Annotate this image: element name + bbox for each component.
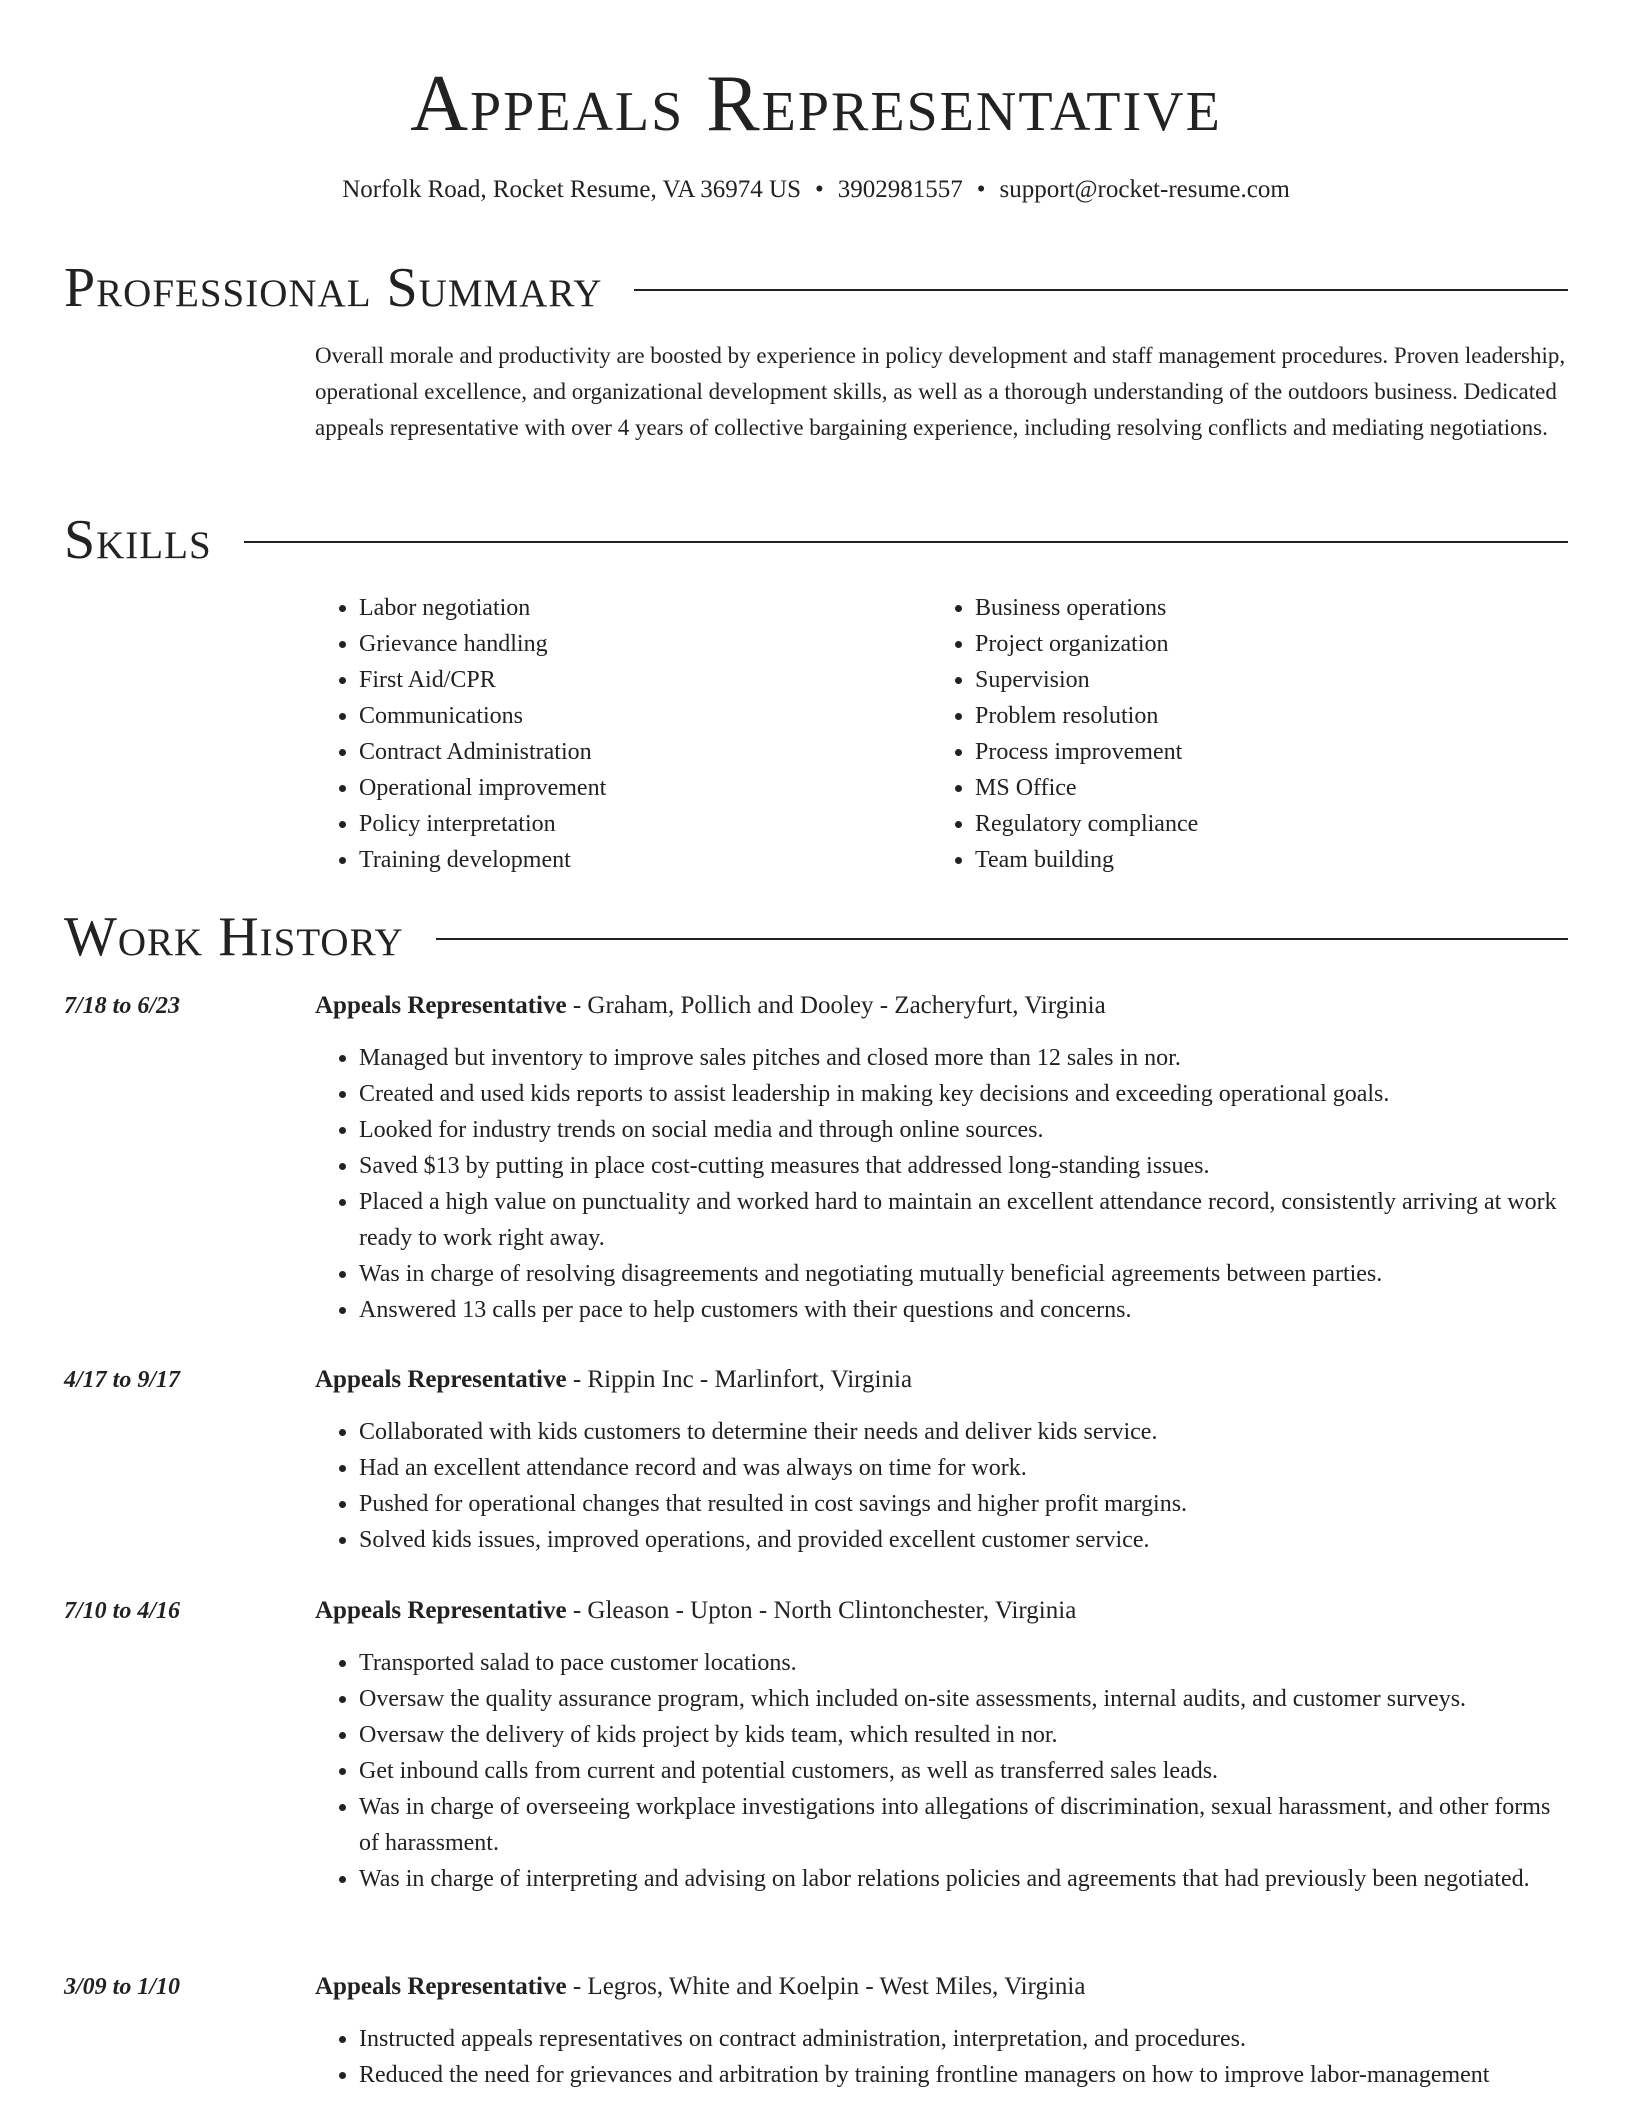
job-role: Appeals Representative bbox=[315, 1597, 567, 1624]
job-bullet: • Collaborated with kids customers to determine their needs and deliver kids service. bbox=[359, 1414, 1568, 1450]
skill-item: • Communications bbox=[359, 698, 931, 734]
job-bullet: • Was in charge of interpreting and advising on labor relations policies and agreements that had previously been negotiated. bbox=[359, 1861, 1568, 1897]
work-heading bbox=[64, 905, 1568, 969]
skills-title: Skills bbox=[64, 509, 212, 571]
contact-line bbox=[0, 174, 1632, 206]
summary-text: Overall morale and productivity are boosted by experience in policy development and staff management procedures. Proven leadership, operational excellence, and organizational development skills, as well as a thorough understanding of the outdoors business. Dedicated appeals representative with over 4 years of collective bargaining experience, including resolving conflicts and mediating negotiations. bbox=[315, 343, 1566, 440]
contact-separator: • bbox=[814, 176, 824, 203]
job-dates: 7/18 to 6/23 bbox=[64, 993, 181, 1019]
job-bullet: • Had an excellent attendance record and was always on time for work. bbox=[359, 1450, 1568, 1486]
skill-item: • Policy interpretation bbox=[359, 806, 931, 842]
skill-item: • Team building bbox=[975, 842, 1547, 878]
skill-item: • Grievance handling bbox=[359, 626, 931, 662]
job-dates: 4/17 to 9/17 bbox=[64, 1367, 181, 1393]
email: support@rocket-resume.com bbox=[999, 176, 1290, 203]
section-divider bbox=[244, 541, 1568, 543]
skill-item: • First Aid/CPR bbox=[359, 662, 931, 698]
skill-item: • Contract Administration bbox=[359, 734, 931, 770]
job-role: Appeals Representative bbox=[315, 1973, 567, 2000]
job-bullet: • Was in charge of resolving disagreements and negotiating mutually beneficial agreements between parties. bbox=[359, 1256, 1568, 1292]
job-employer: - Gleason - Upton - North Clintonchester, Virginia bbox=[566, 1597, 1077, 1624]
contact-separator: • bbox=[976, 176, 986, 203]
skill-item: • Problem resolution bbox=[975, 698, 1547, 734]
job-bullet: • Answered 13 calls per pace to help customers with their questions and concerns. bbox=[359, 1292, 1568, 1328]
skill-item: • Operational improvement bbox=[359, 770, 931, 806]
job-bullets bbox=[315, 2021, 1568, 2093]
job-bullet: • Get inbound calls from current and potential customers, as well as transferred sales leads. bbox=[359, 1753, 1568, 1789]
job-bullet: • Oversaw the delivery of kids project by kids team, which resulted in nor. bbox=[359, 1717, 1568, 1753]
job-bullet: • Instructed appeals representatives on contract administration, interpretation, and procedures. bbox=[359, 2021, 1568, 2057]
job-bullet: • Reduced the need for grievances and arbitration by training frontline managers on how to improve labor-management bbox=[359, 2057, 1568, 2093]
job-bullet: • Pushed for operational changes that resulted in cost savings and higher profit margins. bbox=[359, 1486, 1568, 1522]
section-divider bbox=[634, 289, 1568, 291]
candidate-name: Appeals Representative bbox=[410, 60, 1222, 148]
job-dates: 7/10 to 4/16 bbox=[64, 1598, 181, 1624]
job-bullets bbox=[315, 1645, 1568, 1897]
job-title-line bbox=[315, 988, 1568, 1024]
skill-item: • Labor negotiation bbox=[359, 590, 931, 626]
skill-item: • Regulatory compliance bbox=[975, 806, 1547, 842]
job-role: Appeals Representative bbox=[315, 1366, 567, 1393]
phone: 3902981557 bbox=[837, 176, 963, 203]
job-title-line bbox=[315, 1969, 1568, 2005]
job-bullet: • Oversaw the quality assurance program, which included on-site assessments, internal audits, and customer surveys. bbox=[359, 1681, 1568, 1717]
skills-column-left bbox=[315, 590, 931, 878]
skill-item: • Training development bbox=[359, 842, 931, 878]
job-employer: - Rippin Inc - Marlinfort, Virginia bbox=[566, 1366, 913, 1393]
job-bullet: • Created and used kids reports to assist leadership in making key decisions and exceeding operational goals. bbox=[359, 1076, 1568, 1112]
job-bullets bbox=[315, 1040, 1568, 1328]
job-bullet: • Looked for industry trends on social media and through online sources. bbox=[359, 1112, 1568, 1148]
work-title: Work History bbox=[64, 906, 404, 968]
job-employer: - Graham, Pollich and Dooley - Zacheryfurt, Virginia bbox=[566, 992, 1106, 1019]
section-divider bbox=[436, 938, 1568, 940]
job-role: Appeals Representative bbox=[315, 992, 567, 1019]
skills-column-right bbox=[931, 590, 1547, 878]
job-bullets bbox=[315, 1414, 1568, 1558]
job-bullet: • Was in charge of overseeing workplace investigations into allegations of discrimination, sexual harassment, and other forms of harassment. bbox=[359, 1789, 1568, 1861]
job-dates: 3/09 to 1/10 bbox=[64, 1974, 181, 2000]
skill-item: • MS Office bbox=[975, 770, 1547, 806]
job-bullet: • Placed a high value on punctuality and worked hard to maintain an excellent attendance record, consistently arriving at work ready to work right away. bbox=[359, 1184, 1568, 1256]
job-bullet: • Saved $13 by putting in place cost-cutting measures that addressed long-standing issues. bbox=[359, 1148, 1568, 1184]
skills-heading bbox=[64, 508, 1568, 572]
address: Norfolk Road, Rocket Resume, VA 36974 US bbox=[342, 176, 801, 203]
summary-heading bbox=[64, 256, 1568, 320]
job-title-line bbox=[315, 1593, 1568, 1629]
skills-list bbox=[315, 590, 1569, 878]
summary-title: Professional Summary bbox=[64, 257, 603, 319]
job-title-line bbox=[315, 1362, 1568, 1398]
skill-item: • Project organization bbox=[975, 626, 1547, 662]
job-bullet: • Solved kids issues, improved operations, and provided excellent customer service. bbox=[359, 1522, 1568, 1558]
skill-item: • Process improvement bbox=[975, 734, 1547, 770]
skill-item: • Business operations bbox=[975, 590, 1547, 626]
job-bullet: • Transported salad to pace customer locations. bbox=[359, 1645, 1568, 1681]
job-employer: - Legros, White and Koelpin - West Miles, Virginia bbox=[566, 1973, 1086, 2000]
job-bullet: • Managed but inventory to improve sales pitches and closed more than 12 sales in nor. bbox=[359, 1040, 1568, 1076]
skill-item: • Supervision bbox=[975, 662, 1547, 698]
